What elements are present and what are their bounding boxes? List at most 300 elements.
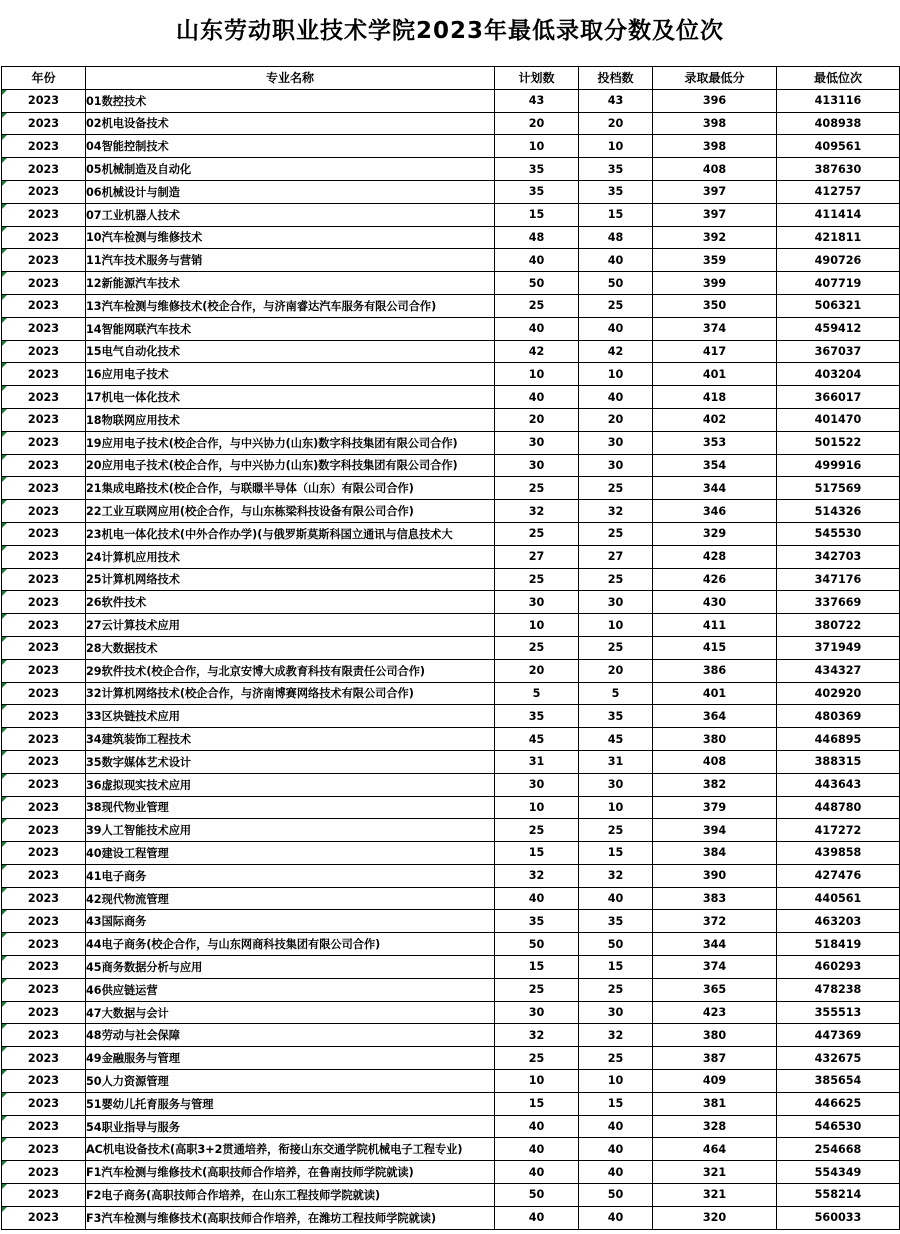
min-rank-cell: 371949 bbox=[777, 636, 900, 659]
major-cell: 49金融服务与管理 bbox=[86, 1047, 495, 1070]
min-score-cell: 321 bbox=[653, 1184, 777, 1207]
year-cell: 2023 bbox=[2, 226, 86, 249]
major-cell: 04智能控制技术 bbox=[86, 135, 495, 158]
plan-cell: 40 bbox=[495, 1206, 579, 1229]
min-rank-cell: 514326 bbox=[777, 500, 900, 523]
min-rank-cell: 413116 bbox=[777, 89, 900, 112]
admitted-cell: 48 bbox=[579, 226, 653, 249]
min-score-cell: 390 bbox=[653, 864, 777, 887]
year-cell: 2023 bbox=[2, 956, 86, 979]
plan-cell: 30 bbox=[495, 1001, 579, 1024]
plan-cell: 10 bbox=[495, 1070, 579, 1093]
admitted-cell: 25 bbox=[579, 294, 653, 317]
table-row bbox=[2, 363, 900, 386]
major-cell: 28大数据技术 bbox=[86, 636, 495, 659]
year-cell: 2023 bbox=[2, 1001, 86, 1024]
min-rank-cell: 443643 bbox=[777, 773, 900, 796]
plan-cell: 15 bbox=[495, 842, 579, 865]
year-cell: 2023 bbox=[2, 1092, 86, 1115]
min-rank-cell: 434327 bbox=[777, 659, 900, 682]
table-row bbox=[2, 340, 900, 363]
plan-cell: 50 bbox=[495, 933, 579, 956]
table-row bbox=[2, 386, 900, 409]
plan-cell: 10 bbox=[495, 363, 579, 386]
year-cell: 2023 bbox=[2, 340, 86, 363]
min-rank-cell: 366017 bbox=[777, 386, 900, 409]
header-year: 年份 bbox=[2, 67, 86, 90]
major-cell: 40建设工程管理 bbox=[86, 842, 495, 865]
table-row bbox=[2, 819, 900, 842]
major-cell: 12新能源汽车技术 bbox=[86, 272, 495, 295]
min-rank-cell: 388315 bbox=[777, 750, 900, 773]
admitted-cell: 25 bbox=[579, 978, 653, 1001]
min-score-cell: 397 bbox=[653, 203, 777, 226]
min-rank-cell: 463203 bbox=[777, 910, 900, 933]
min-rank-cell: 409561 bbox=[777, 135, 900, 158]
admitted-cell: 40 bbox=[579, 249, 653, 272]
admitted-cell: 30 bbox=[579, 431, 653, 454]
min-score-cell: 346 bbox=[653, 500, 777, 523]
table-row bbox=[2, 978, 900, 1001]
admitted-cell: 50 bbox=[579, 1184, 653, 1207]
plan-cell: 50 bbox=[495, 272, 579, 295]
table-row bbox=[2, 545, 900, 568]
year-cell: 2023 bbox=[2, 636, 86, 659]
major-cell: 46供应链运营 bbox=[86, 978, 495, 1001]
min-score-cell: 364 bbox=[653, 705, 777, 728]
major-cell: 19应用电子技术(校企合作，与中兴协力(山东)数字科技集团有限公司合作) bbox=[86, 431, 495, 454]
plan-cell: 32 bbox=[495, 1024, 579, 1047]
admitted-cell: 30 bbox=[579, 1001, 653, 1024]
year-cell: 2023 bbox=[2, 180, 86, 203]
admitted-cell: 20 bbox=[579, 659, 653, 682]
plan-cell: 30 bbox=[495, 454, 579, 477]
min-rank-cell: 499916 bbox=[777, 454, 900, 477]
min-score-cell: 350 bbox=[653, 294, 777, 317]
min-rank-cell: 402920 bbox=[777, 682, 900, 705]
min-rank-cell: 254668 bbox=[777, 1138, 900, 1161]
year-cell: 2023 bbox=[2, 750, 86, 773]
major-cell: 42现代物流管理 bbox=[86, 887, 495, 910]
admitted-cell: 15 bbox=[579, 1092, 653, 1115]
admitted-cell: 25 bbox=[579, 522, 653, 545]
year-cell: 2023 bbox=[2, 112, 86, 135]
table-row bbox=[2, 1024, 900, 1047]
plan-cell: 40 bbox=[495, 1161, 579, 1184]
major-cell: 27云计算技术应用 bbox=[86, 614, 495, 637]
year-cell: 2023 bbox=[2, 933, 86, 956]
plan-cell: 15 bbox=[495, 203, 579, 226]
min-score-cell: 321 bbox=[653, 1161, 777, 1184]
min-score-cell: 384 bbox=[653, 842, 777, 865]
year-cell: 2023 bbox=[2, 294, 86, 317]
table-row bbox=[2, 568, 900, 591]
major-cell: 15电气自动化技术 bbox=[86, 340, 495, 363]
min-score-cell: 401 bbox=[653, 363, 777, 386]
year-cell: 2023 bbox=[2, 203, 86, 226]
min-score-cell: 386 bbox=[653, 659, 777, 682]
plan-cell: 25 bbox=[495, 477, 579, 500]
table-row bbox=[2, 180, 900, 203]
major-cell: 29软件技术(校企合作，与北京安博大成教育科技有限责任公司合作) bbox=[86, 659, 495, 682]
year-cell: 2023 bbox=[2, 1161, 86, 1184]
min-rank-cell: 355513 bbox=[777, 1001, 900, 1024]
plan-cell: 35 bbox=[495, 180, 579, 203]
major-cell: 47大数据与会计 bbox=[86, 1001, 495, 1024]
table-row bbox=[2, 1184, 900, 1207]
plan-cell: 10 bbox=[495, 796, 579, 819]
major-cell: 05机械制造及自动化 bbox=[86, 158, 495, 181]
min-score-cell: 411 bbox=[653, 614, 777, 637]
table-row bbox=[2, 431, 900, 454]
year-cell: 2023 bbox=[2, 1115, 86, 1138]
table-row bbox=[2, 249, 900, 272]
admitted-cell: 5 bbox=[579, 682, 653, 705]
plan-cell: 40 bbox=[495, 249, 579, 272]
year-cell: 2023 bbox=[2, 1047, 86, 1070]
min-score-cell: 394 bbox=[653, 819, 777, 842]
admitted-cell: 30 bbox=[579, 454, 653, 477]
min-score-cell: 365 bbox=[653, 978, 777, 1001]
major-cell: F2电子商务(高职技师合作培养，在山东工程技师学院就读) bbox=[86, 1184, 495, 1207]
year-cell: 2023 bbox=[2, 614, 86, 637]
table-row bbox=[2, 728, 900, 751]
major-cell: 43国际商务 bbox=[86, 910, 495, 933]
min-rank-cell: 460293 bbox=[777, 956, 900, 979]
year-cell: 2023 bbox=[2, 682, 86, 705]
year-cell: 2023 bbox=[2, 705, 86, 728]
table-row bbox=[2, 591, 900, 614]
min-score-cell: 392 bbox=[653, 226, 777, 249]
min-score-cell: 374 bbox=[653, 317, 777, 340]
table-row bbox=[2, 887, 900, 910]
year-cell: 2023 bbox=[2, 819, 86, 842]
min-rank-cell: 367037 bbox=[777, 340, 900, 363]
min-score-cell: 354 bbox=[653, 454, 777, 477]
min-rank-cell: 480369 bbox=[777, 705, 900, 728]
year-cell: 2023 bbox=[2, 249, 86, 272]
admitted-cell: 15 bbox=[579, 956, 653, 979]
admitted-cell: 10 bbox=[579, 796, 653, 819]
year-cell: 2023 bbox=[2, 135, 86, 158]
year-cell: 2023 bbox=[2, 158, 86, 181]
table-row bbox=[2, 636, 900, 659]
min-score-cell: 417 bbox=[653, 340, 777, 363]
major-cell: 21集成电路技术(校企合作，与联暻半导体（山东）有限公司合作) bbox=[86, 477, 495, 500]
major-cell: 34建筑装饰工程技术 bbox=[86, 728, 495, 751]
major-cell: 44电子商务(校企合作，与山东网商科技集团有限公司合作) bbox=[86, 933, 495, 956]
major-cell: 24计算机应用技术 bbox=[86, 545, 495, 568]
major-cell: 25计算机网络技术 bbox=[86, 568, 495, 591]
min-score-cell: 329 bbox=[653, 522, 777, 545]
table-row bbox=[2, 1092, 900, 1115]
major-cell: 51婴幼儿托育服务与管理 bbox=[86, 1092, 495, 1115]
admitted-cell: 30 bbox=[579, 773, 653, 796]
min-rank-cell: 440561 bbox=[777, 887, 900, 910]
min-score-cell: 382 bbox=[653, 773, 777, 796]
year-cell: 2023 bbox=[2, 272, 86, 295]
table-row bbox=[2, 477, 900, 500]
min-score-cell: 402 bbox=[653, 408, 777, 431]
plan-cell: 45 bbox=[495, 728, 579, 751]
min-rank-cell: 401470 bbox=[777, 408, 900, 431]
min-score-cell: 328 bbox=[653, 1115, 777, 1138]
min-rank-cell: 342703 bbox=[777, 545, 900, 568]
major-cell: 38现代物业管理 bbox=[86, 796, 495, 819]
year-cell: 2023 bbox=[2, 568, 86, 591]
admitted-cell: 25 bbox=[579, 819, 653, 842]
major-cell: F3汽车检测与维修技术(高职技师合作培养，在潍坊工程技师学院就读) bbox=[86, 1206, 495, 1229]
min-score-cell: 423 bbox=[653, 1001, 777, 1024]
major-cell: 23机电一体化技术(中外合作办学)(与俄罗斯莫斯科国立通讯与信息技术大 bbox=[86, 522, 495, 545]
min-score-cell: 428 bbox=[653, 545, 777, 568]
min-rank-cell: 459412 bbox=[777, 317, 900, 340]
admitted-cell: 50 bbox=[579, 933, 653, 956]
plan-cell: 5 bbox=[495, 682, 579, 705]
plan-cell: 35 bbox=[495, 910, 579, 933]
min-rank-cell: 518419 bbox=[777, 933, 900, 956]
year-cell: 2023 bbox=[2, 522, 86, 545]
admitted-cell: 40 bbox=[579, 1161, 653, 1184]
major-cell: 36虚拟现实技术应用 bbox=[86, 773, 495, 796]
plan-cell: 32 bbox=[495, 500, 579, 523]
table-header-row bbox=[2, 67, 900, 90]
admitted-cell: 40 bbox=[579, 317, 653, 340]
plan-cell: 40 bbox=[495, 317, 579, 340]
admitted-cell: 31 bbox=[579, 750, 653, 773]
table-row bbox=[2, 1206, 900, 1229]
table-row bbox=[2, 500, 900, 523]
min-score-cell: 344 bbox=[653, 933, 777, 956]
header-major: 专业名称 bbox=[86, 67, 495, 90]
table-row bbox=[2, 1001, 900, 1024]
table-row bbox=[2, 89, 900, 112]
plan-cell: 30 bbox=[495, 431, 579, 454]
plan-cell: 31 bbox=[495, 750, 579, 773]
min-rank-cell: 421811 bbox=[777, 226, 900, 249]
major-cell: 26软件技术 bbox=[86, 591, 495, 614]
min-score-cell: 353 bbox=[653, 431, 777, 454]
header-admitted: 投档数 bbox=[579, 67, 653, 90]
min-score-cell: 380 bbox=[653, 728, 777, 751]
major-cell: 02机电设备技术 bbox=[86, 112, 495, 135]
year-cell: 2023 bbox=[2, 773, 86, 796]
plan-cell: 43 bbox=[495, 89, 579, 112]
table-body bbox=[2, 89, 900, 1229]
min-score-cell: 381 bbox=[653, 1092, 777, 1115]
admitted-cell: 20 bbox=[579, 408, 653, 431]
plan-cell: 25 bbox=[495, 522, 579, 545]
year-cell: 2023 bbox=[2, 887, 86, 910]
major-cell: 06机械设计与制造 bbox=[86, 180, 495, 203]
min-score-cell: 418 bbox=[653, 386, 777, 409]
major-cell: 54职业指导与服务 bbox=[86, 1115, 495, 1138]
admitted-cell: 40 bbox=[579, 1206, 653, 1229]
table-row bbox=[2, 112, 900, 135]
major-cell: 45商务数据分析与应用 bbox=[86, 956, 495, 979]
min-rank-cell: 490726 bbox=[777, 249, 900, 272]
table-row bbox=[2, 408, 900, 431]
plan-cell: 27 bbox=[495, 545, 579, 568]
admitted-cell: 32 bbox=[579, 500, 653, 523]
admitted-cell: 35 bbox=[579, 705, 653, 728]
major-cell: AC机电设备技术(高职3+2贯通培养，衔接山东交通学院机械电子工程专业) bbox=[86, 1138, 495, 1161]
min-rank-cell: 337669 bbox=[777, 591, 900, 614]
plan-cell: 30 bbox=[495, 773, 579, 796]
admitted-cell: 35 bbox=[579, 910, 653, 933]
plan-cell: 35 bbox=[495, 705, 579, 728]
year-cell: 2023 bbox=[2, 659, 86, 682]
header-plan: 计划数 bbox=[495, 67, 579, 90]
year-cell: 2023 bbox=[2, 1184, 86, 1207]
min-score-cell: 399 bbox=[653, 272, 777, 295]
min-score-cell: 408 bbox=[653, 750, 777, 773]
year-cell: 2023 bbox=[2, 1024, 86, 1047]
min-rank-cell: 432675 bbox=[777, 1047, 900, 1070]
min-rank-cell: 347176 bbox=[777, 568, 900, 591]
min-rank-cell: 411414 bbox=[777, 203, 900, 226]
plan-cell: 15 bbox=[495, 956, 579, 979]
table-row bbox=[2, 317, 900, 340]
plan-cell: 50 bbox=[495, 1184, 579, 1207]
major-cell: 50人力资源管理 bbox=[86, 1070, 495, 1093]
table-row bbox=[2, 294, 900, 317]
plan-cell: 20 bbox=[495, 659, 579, 682]
year-cell: 2023 bbox=[2, 864, 86, 887]
table-row bbox=[2, 956, 900, 979]
min-score-cell: 409 bbox=[653, 1070, 777, 1093]
admitted-cell: 10 bbox=[579, 1070, 653, 1093]
admitted-cell: 10 bbox=[579, 363, 653, 386]
major-cell: F1汽车检测与维修技术(高职技师合作培养，在鲁南技师学院就读) bbox=[86, 1161, 495, 1184]
admission-table bbox=[1, 66, 900, 1230]
min-rank-cell: 517569 bbox=[777, 477, 900, 500]
min-rank-cell: 478238 bbox=[777, 978, 900, 1001]
min-rank-cell: 385654 bbox=[777, 1070, 900, 1093]
plan-cell: 25 bbox=[495, 568, 579, 591]
plan-cell: 30 bbox=[495, 591, 579, 614]
table-row bbox=[2, 203, 900, 226]
plan-cell: 15 bbox=[495, 1092, 579, 1115]
major-cell: 16应用电子技术 bbox=[86, 363, 495, 386]
year-cell: 2023 bbox=[2, 842, 86, 865]
admitted-cell: 40 bbox=[579, 386, 653, 409]
admitted-cell: 25 bbox=[579, 477, 653, 500]
min-rank-cell: 506321 bbox=[777, 294, 900, 317]
min-rank-cell: 545530 bbox=[777, 522, 900, 545]
min-score-cell: 396 bbox=[653, 89, 777, 112]
admitted-cell: 42 bbox=[579, 340, 653, 363]
min-score-cell: 398 bbox=[653, 112, 777, 135]
major-cell: 17机电一体化技术 bbox=[86, 386, 495, 409]
year-cell: 2023 bbox=[2, 1206, 86, 1229]
plan-cell: 35 bbox=[495, 158, 579, 181]
admitted-cell: 43 bbox=[579, 89, 653, 112]
table-row bbox=[2, 1138, 900, 1161]
plan-cell: 25 bbox=[495, 978, 579, 1001]
major-cell: 41电子商务 bbox=[86, 864, 495, 887]
table-row bbox=[2, 226, 900, 249]
major-cell: 22工业互联网应用(校企合作，与山东栋梁科技设备有限公司合作) bbox=[86, 500, 495, 523]
year-cell: 2023 bbox=[2, 89, 86, 112]
min-score-cell: 344 bbox=[653, 477, 777, 500]
min-rank-cell: 501522 bbox=[777, 431, 900, 454]
table-row bbox=[2, 842, 900, 865]
major-cell: 10汽车检测与维修技术 bbox=[86, 226, 495, 249]
min-score-cell: 415 bbox=[653, 636, 777, 659]
min-rank-cell: 387630 bbox=[777, 158, 900, 181]
admitted-cell: 50 bbox=[579, 272, 653, 295]
year-cell: 2023 bbox=[2, 431, 86, 454]
admitted-cell: 35 bbox=[579, 180, 653, 203]
plan-cell: 20 bbox=[495, 112, 579, 135]
min-rank-cell: 407719 bbox=[777, 272, 900, 295]
min-score-cell: 398 bbox=[653, 135, 777, 158]
admitted-cell: 25 bbox=[579, 568, 653, 591]
min-rank-cell: 427476 bbox=[777, 864, 900, 887]
admitted-cell: 10 bbox=[579, 135, 653, 158]
table-row bbox=[2, 158, 900, 181]
admitted-cell: 32 bbox=[579, 1024, 653, 1047]
min-rank-cell: 403204 bbox=[777, 363, 900, 386]
year-cell: 2023 bbox=[2, 408, 86, 431]
major-cell: 33区块链技术应用 bbox=[86, 705, 495, 728]
plan-cell: 10 bbox=[495, 135, 579, 158]
major-cell: 18物联网应用技术 bbox=[86, 408, 495, 431]
table-row bbox=[2, 933, 900, 956]
table-row bbox=[2, 1070, 900, 1093]
table-row bbox=[2, 773, 900, 796]
year-cell: 2023 bbox=[2, 591, 86, 614]
min-score-cell: 397 bbox=[653, 180, 777, 203]
min-rank-cell: 446895 bbox=[777, 728, 900, 751]
major-cell: 14智能网联汽车技术 bbox=[86, 317, 495, 340]
year-cell: 2023 bbox=[2, 910, 86, 933]
table-row bbox=[2, 705, 900, 728]
min-score-cell: 359 bbox=[653, 249, 777, 272]
min-score-cell: 379 bbox=[653, 796, 777, 819]
year-cell: 2023 bbox=[2, 363, 86, 386]
table-row bbox=[2, 1161, 900, 1184]
admitted-cell: 15 bbox=[579, 842, 653, 865]
year-cell: 2023 bbox=[2, 500, 86, 523]
min-rank-cell: 554349 bbox=[777, 1161, 900, 1184]
min-rank-cell: 447369 bbox=[777, 1024, 900, 1047]
min-score-cell: 380 bbox=[653, 1024, 777, 1047]
admitted-cell: 10 bbox=[579, 614, 653, 637]
admitted-cell: 40 bbox=[579, 887, 653, 910]
admitted-cell: 20 bbox=[579, 112, 653, 135]
major-cell: 32计算机网络技术(校企合作，与济南博赛网络技术有限公司合作) bbox=[86, 682, 495, 705]
plan-cell: 25 bbox=[495, 819, 579, 842]
plan-cell: 25 bbox=[495, 636, 579, 659]
year-cell: 2023 bbox=[2, 796, 86, 819]
min-score-cell: 320 bbox=[653, 1206, 777, 1229]
min-score-cell: 374 bbox=[653, 956, 777, 979]
min-rank-cell: 558214 bbox=[777, 1184, 900, 1207]
min-rank-cell: 412757 bbox=[777, 180, 900, 203]
major-cell: 13汽车检测与维修技术(校企合作，与济南睿达汽车服务有限公司合作) bbox=[86, 294, 495, 317]
min-score-cell: 401 bbox=[653, 682, 777, 705]
min-score-cell: 372 bbox=[653, 910, 777, 933]
plan-cell: 25 bbox=[495, 294, 579, 317]
table-row bbox=[2, 272, 900, 295]
admitted-cell: 25 bbox=[579, 636, 653, 659]
year-cell: 2023 bbox=[2, 386, 86, 409]
admitted-cell: 15 bbox=[579, 203, 653, 226]
year-cell: 2023 bbox=[2, 728, 86, 751]
year-cell: 2023 bbox=[2, 1070, 86, 1093]
